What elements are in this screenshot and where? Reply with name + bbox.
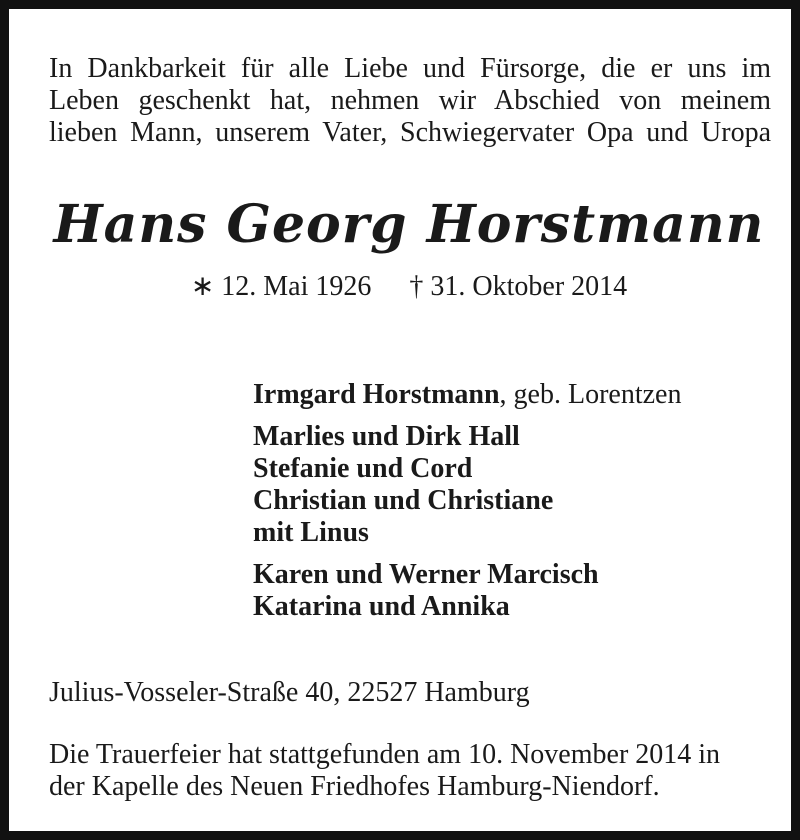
family-address: Julius-Vosseler-Straße 40, 22527 Hamburg xyxy=(49,677,530,708)
service-line-2: der Kapelle des Neuen Friedhofes Hamburg-Niendorf. xyxy=(49,771,660,802)
family-member: Katarina und Annika xyxy=(253,591,510,622)
funeral-service-info xyxy=(49,739,771,803)
spouse-name: Irmgard Horstmann xyxy=(253,379,500,410)
family-group-children-2 xyxy=(253,559,773,623)
birth-date: ∗ 12. Mai 1926 xyxy=(190,271,372,302)
family-member: Marlies und Dirk Hall xyxy=(253,421,520,452)
spouse-maiden-name: , geb. Lorentzen xyxy=(499,379,682,410)
intro-line-2: Leben geschenkt hat, nehmen wir Abschied von meinem xyxy=(49,85,771,116)
intro-text xyxy=(49,53,771,149)
death-date: † 31. Oktober 2014 xyxy=(409,271,628,302)
intro-line-1: In Dankbarkeit für alle Liebe und Fürsorge, die er uns im xyxy=(49,53,771,84)
family-member: Karen und Werner Marcisch xyxy=(253,559,599,590)
service-line-1: Die Trauerfeier hat stattgefunden am 10. November 2014 in xyxy=(49,739,721,770)
family-member: Stefanie und Cord xyxy=(253,453,473,484)
family-member: Christian und Christiane xyxy=(253,485,554,516)
life-dates xyxy=(9,267,800,307)
intro-line-3: lieben Mann, unserem Vater, Schwiegervater Opa und Uropa xyxy=(49,117,771,148)
family-spouse xyxy=(253,379,773,411)
deceased-name: Hans Georg Horstmann xyxy=(53,194,765,255)
family-group-children xyxy=(253,421,773,549)
spouse-row xyxy=(253,379,773,411)
family-member: mit Linus xyxy=(253,517,369,548)
family-list xyxy=(253,379,773,633)
